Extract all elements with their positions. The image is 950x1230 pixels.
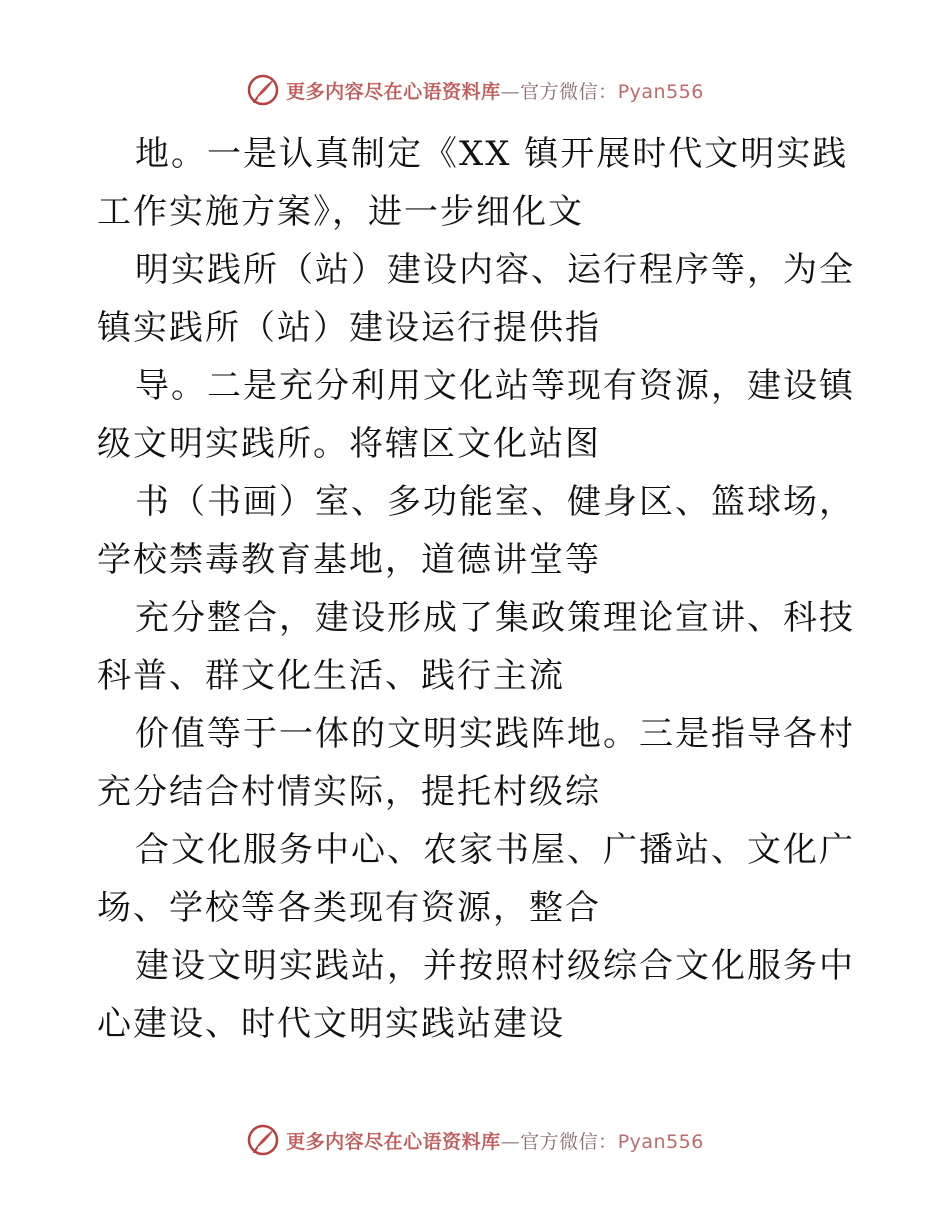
- header-banner-text: [286, 77, 704, 104]
- header-wechat-label: 官方微信：: [520, 80, 618, 103]
- footer-banner-text: [286, 1127, 704, 1154]
- paragraph-3: 导。二是充分利用文化站等现有资源，建设镇级文明实践所。将辖区文化站图: [97, 366, 855, 464]
- header-wechat-id: Pyan556: [617, 80, 704, 103]
- document-body: [97, 125, 857, 1053]
- paragraph-4: 书（书画）室、多功能室、健身区、篮球场，学校禁毒教育基地，道德讲堂等: [97, 482, 855, 580]
- paragraph-2: 明实践所（站）建设内容、运行程序等，为全镇实践所（站）建设运行提供指: [97, 250, 855, 348]
- footer-wechat-label: 官方微信：: [520, 1130, 618, 1153]
- footer-wechat-id: Pyan556: [617, 1130, 704, 1153]
- paragraph-1: 地。一是认真制定《XX 镇开展时代文明实践工作实施方案》，进一步细化文: [97, 134, 849, 232]
- feather-pen-seal-icon: [246, 1123, 280, 1157]
- paragraph-5: 充分整合，建设形成了集政策理论宣讲、科技科普、群文化生活、践行主流: [97, 598, 855, 696]
- footer-separator: —: [500, 1130, 521, 1153]
- paragraph-6: 价值等于一体的文明实践阵地。三是指导各村充分结合村情实际，提托村级综: [97, 714, 855, 812]
- header-separator: —: [500, 80, 521, 103]
- footer-banner: [0, 1120, 950, 1160]
- paragraph-8: 建设文明实践站，并按照村级综合文化服务中心建设、时代文明实践站建设: [97, 946, 855, 1044]
- header-banner: [0, 70, 950, 110]
- header-brand-text: 更多内容尽在心语资料库: [286, 80, 501, 103]
- feather-pen-seal-icon: [246, 73, 280, 107]
- paragraph-7: 合文化服务中心、农家书屋、广播站、文化广场、学校等各类现有资源，整合: [97, 830, 855, 928]
- footer-brand-text: 更多内容尽在心语资料库: [286, 1130, 501, 1153]
